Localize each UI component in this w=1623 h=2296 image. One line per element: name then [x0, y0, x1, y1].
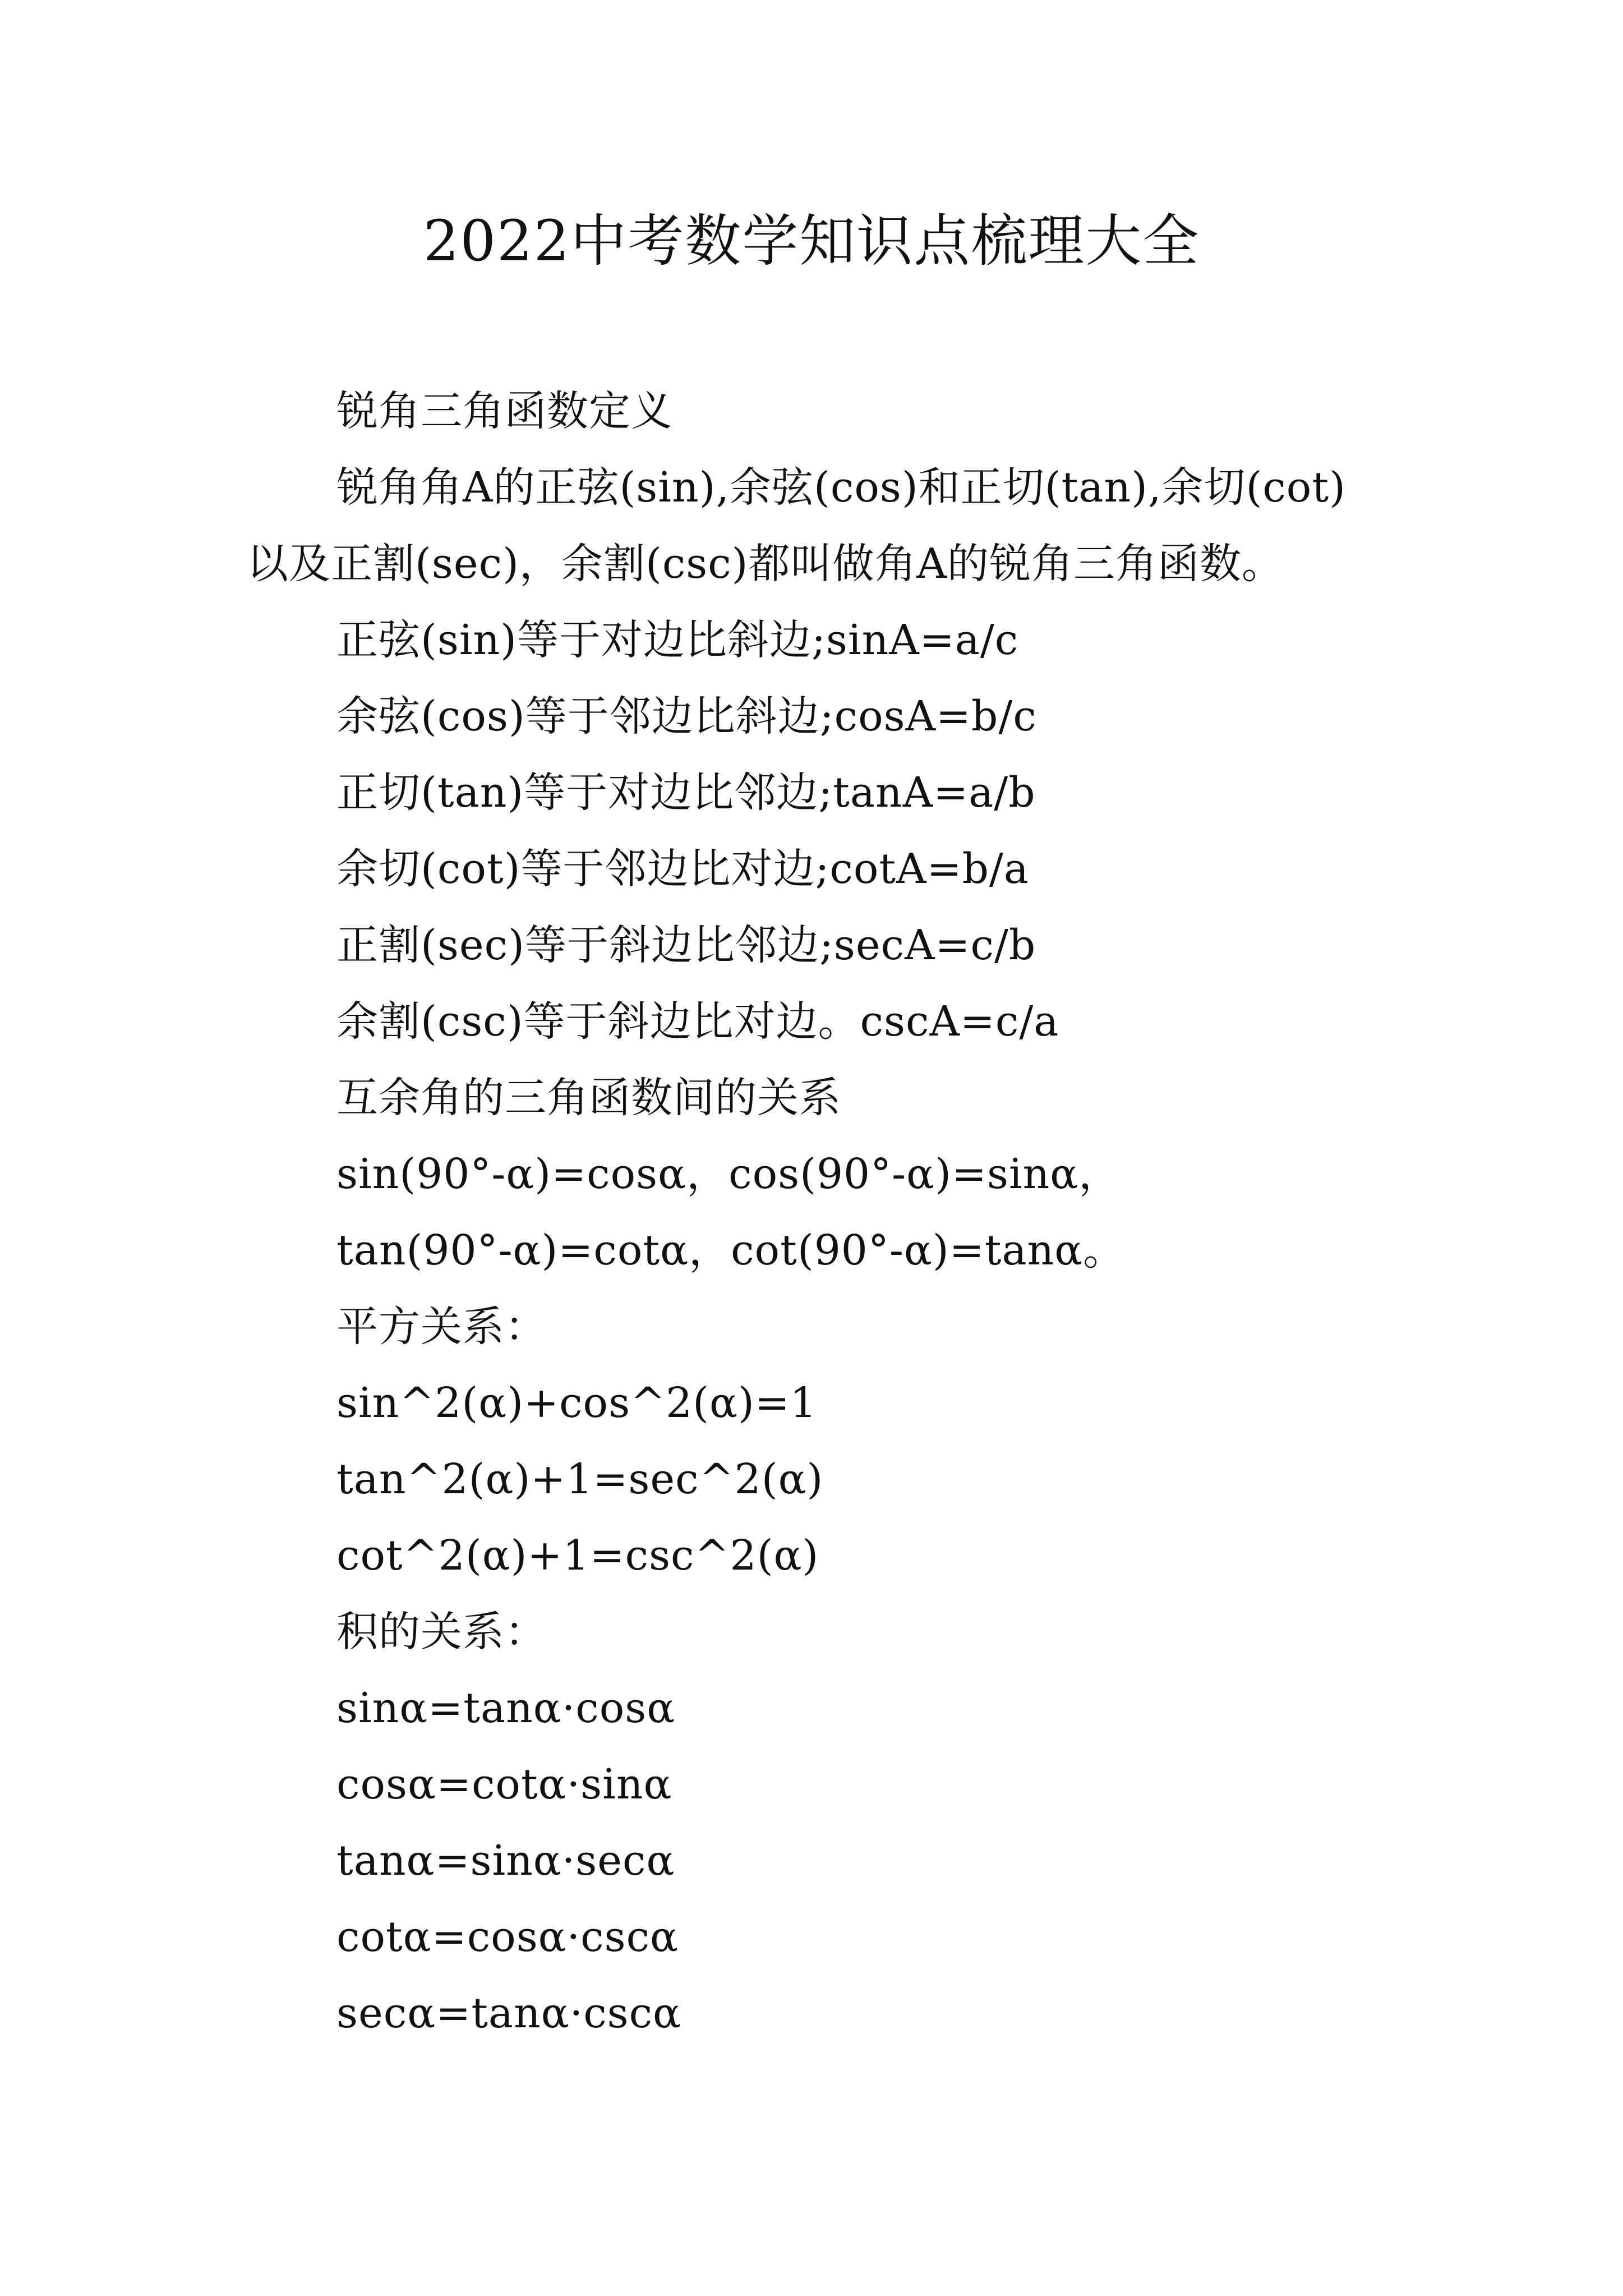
formula-line-square-2: tan^2(α)+1=sec^2(α) — [336, 1455, 824, 1503]
paragraph-line: 锐角角A的正弦(sin),余弦(cos)和正切(tan),余切(cot) — [336, 463, 1346, 512]
document-body — [247, 373, 1413, 2051]
formula-line-complementary-1: sin(90°-α)=cosα，cos(90°-α)=sinα， — [336, 1150, 1121, 1198]
section-heading-definition: 锐角三角函数定义 — [336, 387, 673, 435]
formula-line-square-1: sin^2(α)+cos^2(α)=1 — [336, 1379, 817, 1427]
section-heading-product: 积的关系： — [336, 1608, 547, 1656]
section-heading-square: 平方关系： — [336, 1303, 547, 1351]
formula-line-cot: 余切(cot)等于邻边比对边;cotA=b/a — [336, 845, 1030, 893]
formula-line-sin: 正弦(sin)等于对边比斜边;sinA=a/c — [336, 616, 1019, 664]
formula-line-tan: 正切(tan)等于对边比邻边;tanA=a/b — [336, 769, 1036, 817]
formula-line-product-4: cotα=cosα·cscα — [336, 1913, 679, 1961]
paragraph-line-continued: 以及正割(sec)，余割(csc)都叫做角A的锐角三角函数。 — [247, 540, 1284, 588]
formula-line-complementary-2: tan(90°-α)=cotα，cot(90°-α)=tanα。 — [336, 1226, 1126, 1274]
formula-line-square-3: cot^2(α)+1=csc^2(α) — [336, 1531, 819, 1580]
section-heading-complementary: 互余角的三角函数间的关系 — [336, 1074, 841, 1122]
formula-line-product-2: cosα=cotα·sinα — [336, 1760, 672, 1809]
document-title: 2022中考数学知识点梳理大全 — [423, 208, 1200, 274]
formula-line-product-3: tanα=sinα·secα — [336, 1837, 675, 1885]
formula-line-sec: 正割(sec)等于斜边比邻边;secA=c/b — [336, 921, 1036, 969]
formula-line-csc: 余割(csc)等于斜边比对边。cscA=c/a — [336, 997, 1059, 1046]
formula-line-product-1: sinα=tanα·cosα — [336, 1684, 676, 1732]
formula-line-product-5: secα=tanα·cscα — [336, 1989, 682, 2037]
formula-line-cos: 余弦(cos)等于邻边比斜边;cosA=b/c — [336, 692, 1037, 740]
